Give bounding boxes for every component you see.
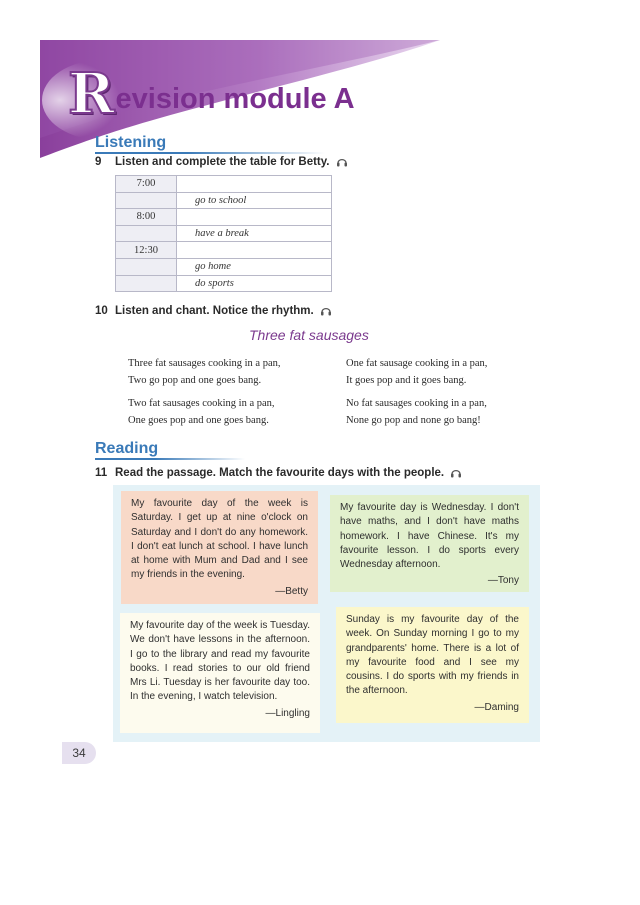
headphones-icon[interactable] <box>336 156 348 168</box>
table-row <box>116 192 332 209</box>
passage-text: My favourite day is Wednesday. I don't have maths, and I don't have maths homework. I have Chinese. It's my favourite lesson. I do sports every Wednesday afternoon. <box>340 502 519 571</box>
verse-2 <box>346 355 531 389</box>
task-number: 11 <box>95 467 108 479</box>
verse-4 <box>346 395 531 429</box>
task-10-instruction <box>95 305 332 317</box>
task-9-instruction <box>95 156 348 168</box>
listening-underline <box>95 152 325 154</box>
page-number: 34 <box>62 742 96 764</box>
reading-heading: Reading <box>95 440 159 457</box>
chant-title: Three fat sausages <box>249 327 369 343</box>
activity-cell[interactable] <box>177 242 332 259</box>
time-cell[interactable] <box>116 225 177 242</box>
table-row <box>116 225 332 242</box>
verse-line: One goes pop and one goes bang. <box>128 415 269 426</box>
table-row <box>116 258 332 275</box>
activity-cell: go to school <box>177 192 332 209</box>
time-cell[interactable] <box>116 192 177 209</box>
activity-cell[interactable] <box>177 209 332 226</box>
passage-text: My favourite day of the week is Tuesday. We don't have lessons in the afternoon. I go to the library and read my favourite books. I read stories to our old friend Mrs Li. Tuesday is her favourite day too. In the evening, I watch television. <box>130 620 310 703</box>
listening-heading: Listening <box>95 134 167 151</box>
verse-line: No fat sausages cooking in a pan, <box>346 398 487 409</box>
passage-card-tony <box>330 495 529 592</box>
passage-signature: —Lingling <box>265 707 310 719</box>
verse-1 <box>128 355 313 389</box>
task-text: Listen and chant. Notice the rhythm. <box>115 305 314 317</box>
reading-underline <box>95 458 245 460</box>
task-text: Read the passage. Match the favourite days with the people. <box>115 467 445 479</box>
passage-card-betty <box>121 491 318 604</box>
passage-text: My favourite day of the week is Saturday. I get up at nine o'clock on Saturday and I don't do any homework. I don't eat lunch at school. I have lunch at home with Mum and Dad and I see my friends in the evening. <box>131 498 308 581</box>
verse-line: None go pop and none go bang! <box>346 415 481 426</box>
passage-signature: —Tony <box>487 575 519 587</box>
headphones-icon[interactable] <box>320 305 332 317</box>
verse-3 <box>128 395 313 429</box>
passage-text: Sunday is my favourite day of the week. On Sunday morning I go to my grandparents' home. There is a lot of my favourite food and I see my cousins. I do sports with my friends in the afternoon. <box>346 614 519 697</box>
verse-line: Three fat sausages cooking in a pan, <box>128 358 281 369</box>
table-row <box>116 209 332 226</box>
headphones-icon[interactable] <box>450 467 462 479</box>
time-cell[interactable] <box>116 275 177 292</box>
betty-schedule-table <box>115 175 332 292</box>
task-11-instruction <box>95 467 462 479</box>
passage-signature: —Betty <box>275 585 308 597</box>
table-row <box>116 176 332 193</box>
title-text: evision module A <box>115 83 355 115</box>
title-initial: R <box>68 61 115 127</box>
table-row <box>116 275 332 292</box>
verse-line: Two fat sausages cooking in a pan, <box>128 398 275 409</box>
activity-cell: go home <box>177 258 332 275</box>
passage-signature: —Daming <box>474 701 519 713</box>
time-cell[interactable] <box>116 258 177 275</box>
passage-card-daming <box>336 607 529 723</box>
activity-cell[interactable] <box>177 176 332 193</box>
activity-cell: have a break <box>177 225 332 242</box>
verse-line: Two go pop and one goes bang. <box>128 375 262 386</box>
task-number: 10 <box>95 305 108 317</box>
activity-cell: do sports <box>177 275 332 292</box>
task-number: 9 <box>95 156 102 168</box>
time-cell: 7:00 <box>116 176 177 193</box>
passage-card-lingling <box>120 613 320 733</box>
time-cell: 12:30 <box>116 242 177 259</box>
verse-line: It goes pop and it goes bang. <box>346 375 467 386</box>
verse-line: One fat sausage cooking in a pan, <box>346 358 488 369</box>
task-text: Listen and complete the table for Betty. <box>115 156 330 168</box>
time-cell: 8:00 <box>116 209 177 226</box>
table-row <box>116 242 332 259</box>
page-title <box>68 61 355 127</box>
